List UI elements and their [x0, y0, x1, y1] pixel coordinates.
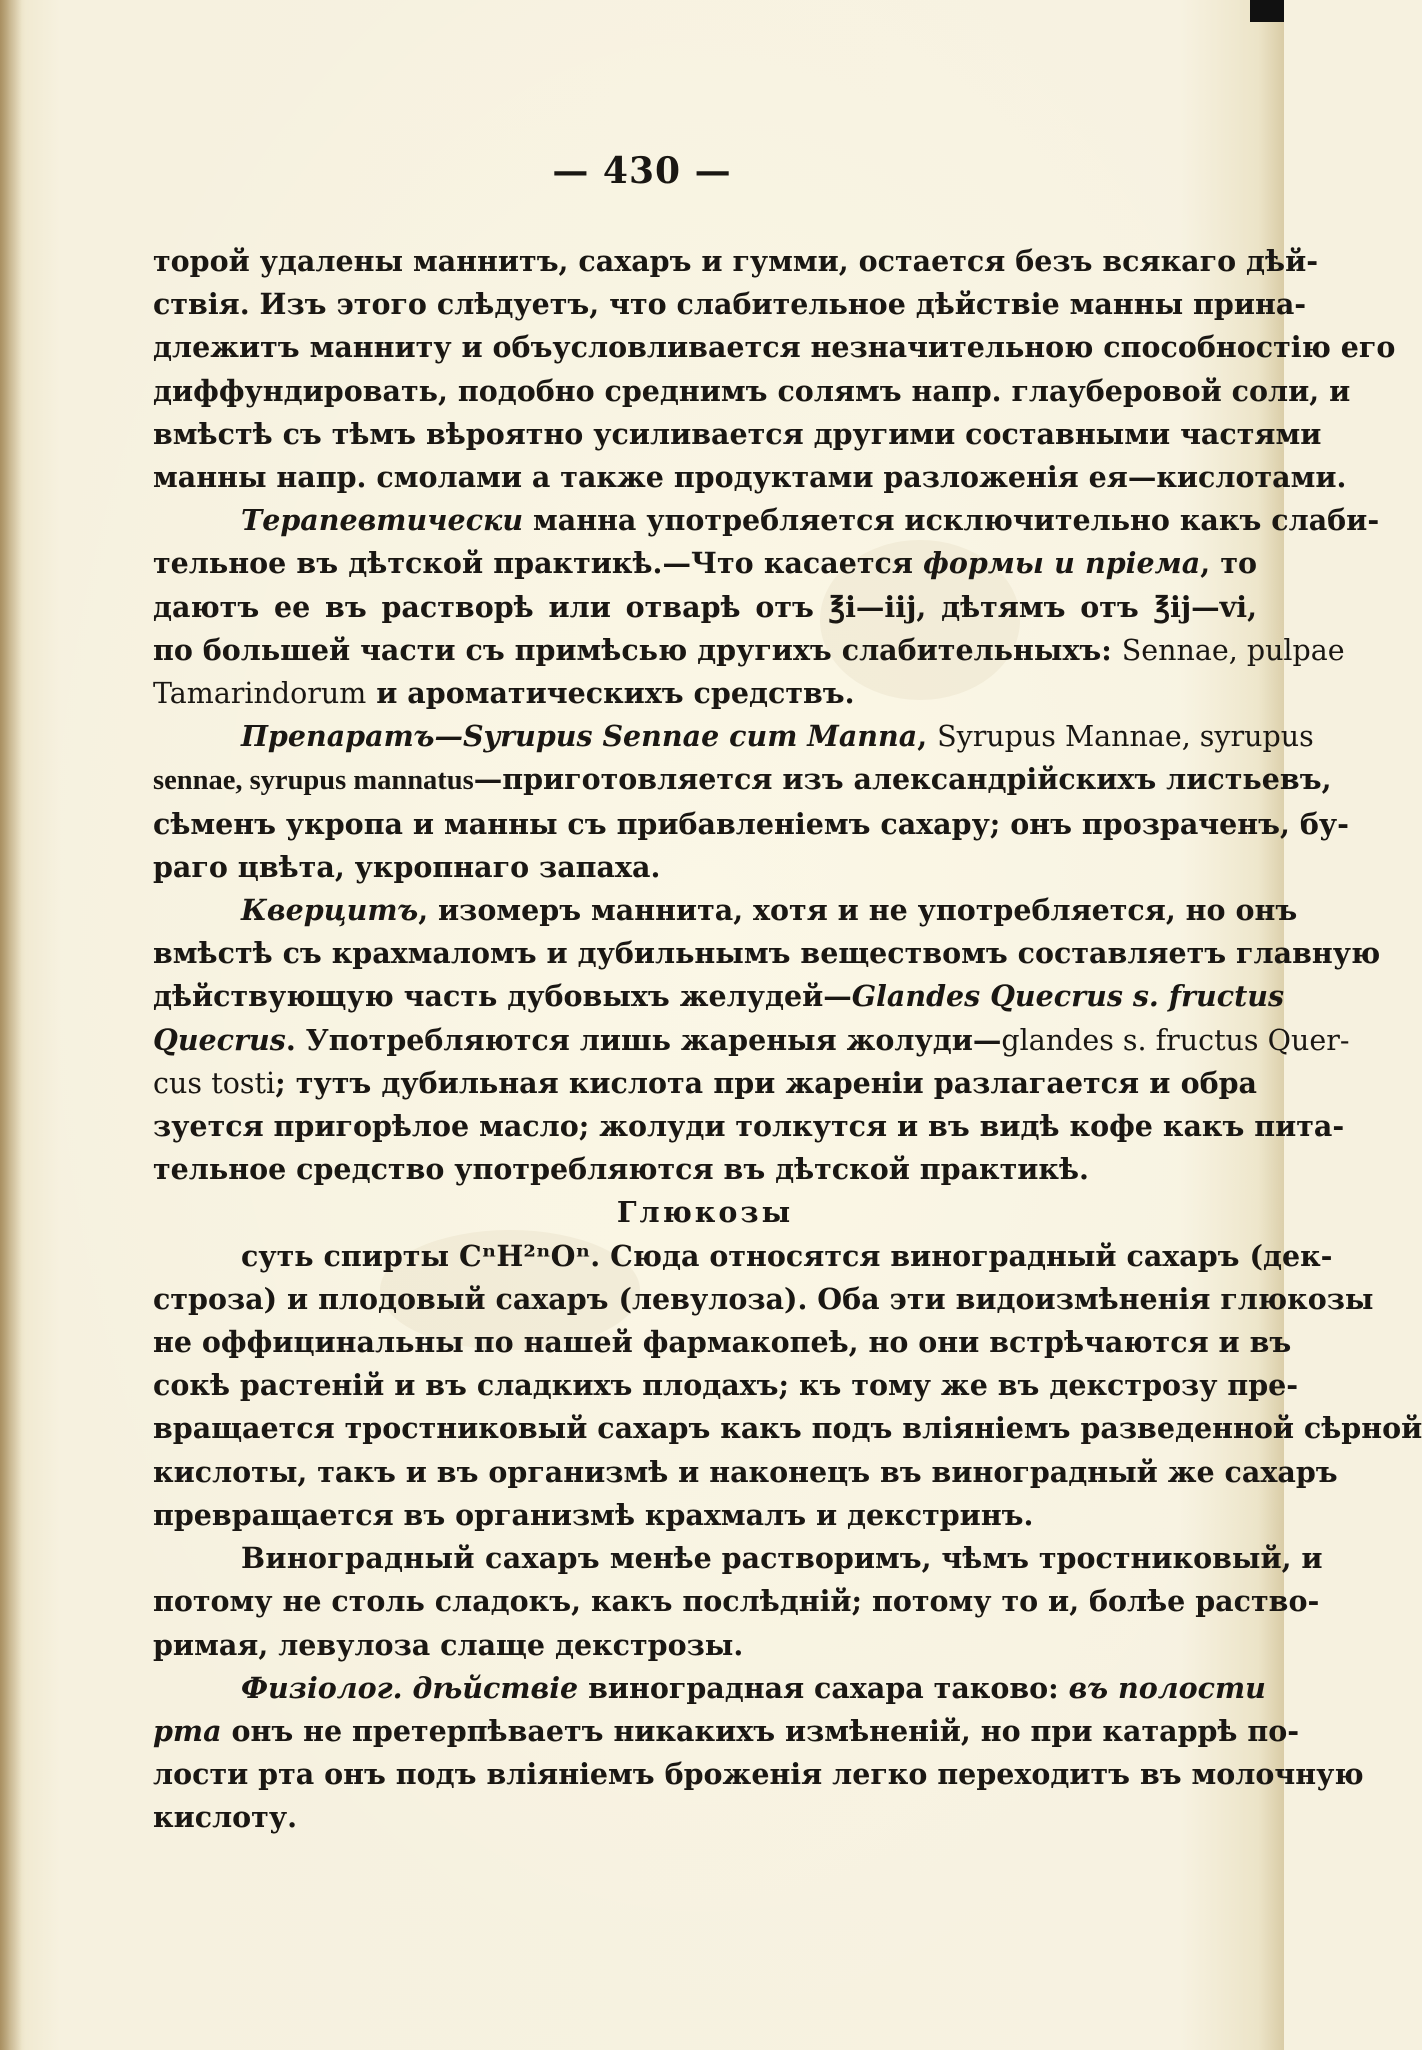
text-line [153, 1019, 1350, 1062]
page-number: — 430 — [552, 150, 732, 192]
text-segment: манна употребляется исключительно какъ слаби- [523, 503, 1380, 538]
text-segment: лости рта онъ подъ вліяніемъ броженія легко переходитъ въ молочную [153, 1757, 1364, 1792]
text-line [153, 1494, 1257, 1537]
latin-term: Sennae, pulpae [1121, 633, 1345, 667]
text-line [153, 672, 1257, 715]
text-segment: тельное въ дѣтской практикѣ.—Что касается [153, 546, 924, 581]
text-segment: и ароматическихъ средствъ. [366, 676, 855, 711]
text-line [153, 1235, 1333, 1278]
text-segment: виноградная сахара таково: [578, 1670, 1069, 1705]
text-segment: торой удалены маннитъ, сахаръ и гумми, остается безъ всякаго дѣй- [153, 244, 1319, 278]
text-segment: длежитъ манниту и объусловливается незначительною способностію его [153, 330, 1396, 365]
text-line [153, 1148, 1257, 1191]
text-line [153, 499, 1380, 542]
italic-term: Терапевтически [241, 503, 524, 538]
text-segment: дѣйствующую часть дубовыхъ желудей— [153, 979, 852, 1014]
text-line [153, 1537, 1323, 1580]
text-line [153, 1710, 1300, 1753]
italic-term: формы и пріема [923, 546, 1201, 581]
latin-term: sennae, syrupus mannatus [153, 765, 474, 797]
italic-term: въ полости [1068, 1670, 1266, 1705]
text-line [153, 283, 1307, 326]
text-segment: . Употребляются лишь жареныя жолуди— [285, 1022, 1002, 1057]
italic-term: Препаратъ—Syrupus Sennae cum Manna [241, 719, 918, 754]
text-segment: вмѣстѣ съ тѣмъ вѣроятно усиливается другими составными частями [153, 416, 1322, 451]
latin-term: cus tosti [153, 1066, 276, 1100]
text-line [153, 326, 1396, 369]
text-segment: суть спирты CⁿH²ⁿOⁿ. Сюда относятся виноградный сахаръ (дек- [241, 1238, 1333, 1273]
text-segment: зуется пригорѣлое масло; жолуди толкутся и въ видѣ кофе какъ пита- [153, 1109, 1345, 1144]
text-segment: диффундировать, подобно среднимъ солямъ напр. глауберовой соли, и [153, 373, 1351, 408]
text-line [153, 1105, 1345, 1148]
text-line [153, 1407, 1422, 1450]
text-line [153, 629, 1345, 672]
text-line [153, 715, 1314, 758]
text-segment: потому не столь сладокъ, какъ послѣдній; потому то и, болѣе раство- [153, 1584, 1320, 1619]
text-segment: кислоты, такъ и въ организмѣ и наконецъ въ виноградный же сахаръ [153, 1454, 1338, 1489]
corner-mark [1250, 0, 1284, 22]
italic-term: рта [153, 1713, 222, 1748]
text-line [153, 413, 1322, 456]
section-heading [153, 1191, 1257, 1234]
text-segment: кислоту. [153, 1800, 298, 1835]
italic-term: Glandes Quecrus s. fructus [851, 979, 1285, 1014]
text-segment: вращается тростниковый сахаръ какъ подъ вліяніемъ разведенной сѣрной [153, 1411, 1422, 1446]
text-segment: превращается въ организмѣ крахмалъ и декстринъ. [153, 1497, 1034, 1532]
text-line [153, 1278, 1374, 1321]
text-line [153, 1364, 1299, 1407]
text-segment: ; тутъ дубильная кислота при жареніи разлагается и обра [275, 1065, 1258, 1100]
text-line [153, 846, 1257, 889]
text-segment: , то [1200, 546, 1257, 581]
text-line [153, 932, 1381, 975]
latin-term: Tamarindorum [153, 677, 367, 711]
text-line [153, 758, 1332, 802]
text-segment: тельное средство употребляются въ дѣтской практикѣ. [153, 1152, 1089, 1187]
text-line [153, 803, 1349, 846]
text-line [153, 1580, 1320, 1623]
text-segment: онъ не претерпѣваетъ никакихъ измѣненій, но при катаррѣ по- [221, 1713, 1300, 1748]
text-segment: ствія. Изъ этого слѣдуетъ, что слабительное дѣйствіе манны прина- [153, 287, 1307, 322]
binding-shadow [0, 0, 22, 2050]
text-segment: менѣе растворимъ, чѣмъ тростниковый, и [599, 1541, 1323, 1576]
text-line [153, 586, 1257, 629]
text-segment: —приготовляется изъ александрійскихъ листьевъ, [473, 762, 1332, 797]
text-segment: раго цвѣта, укропнаго запаха. [153, 849, 661, 884]
text-segment: сокѣ растеній и въ сладкихъ плодахъ; къ тому же въ декстрозу пре- [153, 1368, 1299, 1403]
text-segment: даютъ ее въ растворѣ или отварѣ отъ ℥і—ііј, дѣтямъ отъ ℥іј—vі, [153, 589, 1257, 624]
text-segment: римая, левулоза слаще декстрозы. [153, 1627, 744, 1662]
text-line [153, 1796, 1257, 1839]
bold-term: Виноградный сахаръ [241, 1541, 600, 1576]
text-segment: сѣменъ укропа и манны съ прибавленіемъ сахару; онъ прозраченъ, бу- [153, 806, 1349, 841]
text-segment: вмѣстѣ съ крахмаломъ и дубильнымъ веществомъ составляетъ главную [153, 936, 1381, 971]
text-line [153, 456, 1347, 499]
text-line [153, 542, 1257, 585]
text-line [153, 975, 1285, 1018]
text-line [153, 889, 1298, 932]
text-line [153, 1321, 1292, 1364]
text-segment: манны напр. смолами а также продуктами разложенія ея—кислотами. [153, 460, 1347, 495]
latin-term: glandes s. fructus Quer- [1001, 1023, 1350, 1057]
italic-term: Кверцитъ [241, 893, 419, 928]
text-line [153, 1624, 1257, 1667]
text-line [153, 1451, 1338, 1494]
body-text [153, 240, 1422, 1840]
italic-term: Физіолог. дѣйствіе [241, 1670, 579, 1705]
italic-term: Quecrus [153, 1022, 286, 1057]
text-line [153, 1667, 1266, 1710]
text-line [153, 1062, 1257, 1105]
text-segment: Глюкозы [616, 1195, 794, 1230]
text-line [153, 1753, 1364, 1796]
text-segment: , [917, 719, 938, 754]
text-segment: по большей части съ примѣсью другихъ слабительныхъ: [153, 632, 1122, 667]
text-line [153, 370, 1351, 413]
text-segment: , изомеръ маннита, хотя и не употребляется, но онъ [418, 893, 1298, 928]
latin-term: Syrupus Mannae, syrupus [937, 720, 1314, 754]
text-segment: не оффицинальны по нашей фармакопеѣ, но они встрѣчаются и въ [153, 1325, 1292, 1360]
text-segment: строза) и плодовый сахаръ (левулоза). Оба эти видоизмѣненія глюкозы [153, 1281, 1374, 1316]
text-line [153, 240, 1319, 283]
